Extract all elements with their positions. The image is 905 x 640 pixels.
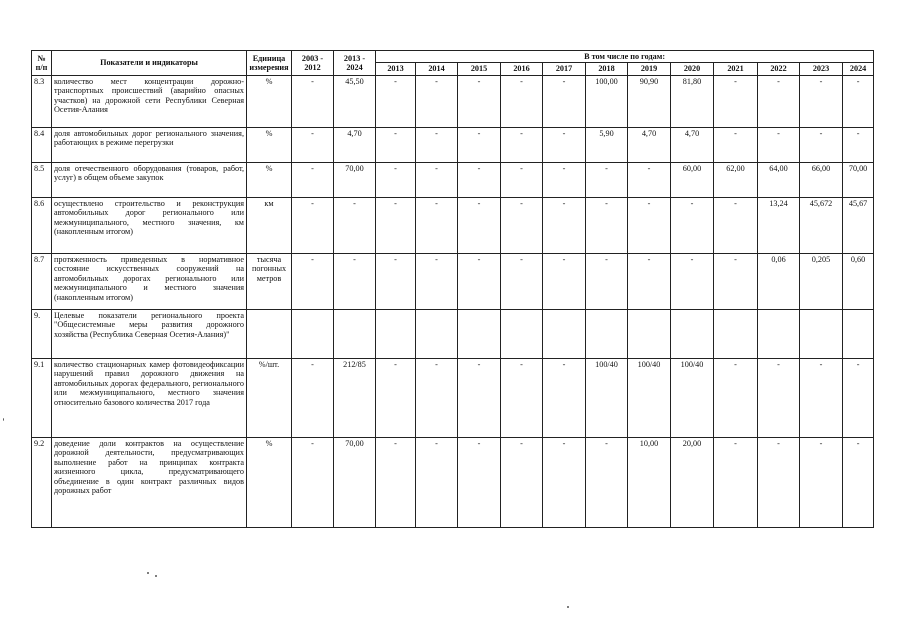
cell-period-2013-2024: 4,70 — [334, 127, 376, 162]
cell-year-2018 — [586, 309, 628, 358]
header-name: Показатели и индикаторы — [52, 51, 247, 76]
cell-num: 9.1 — [32, 358, 52, 437]
header-year-2022: 2022 — [758, 63, 800, 75]
cell-period-2013-2024: - — [334, 253, 376, 309]
header-year-2023: 2023 — [800, 63, 843, 75]
cell-period-2013-2024: 70,00 — [334, 437, 376, 527]
cell-year-2015: - — [458, 253, 501, 309]
header-year-2013: 2013 — [376, 63, 416, 75]
cell-year-2017: - — [543, 253, 586, 309]
header-year-2015: 2015 — [458, 63, 501, 75]
cell-year-2022: - — [758, 75, 800, 127]
cell-year-2021 — [714, 309, 758, 358]
cell-year-2015: - — [458, 127, 501, 162]
cell-year-2020: - — [671, 253, 714, 309]
table-row — [32, 437, 874, 527]
cell-year-2014: - — [416, 75, 458, 127]
cell-year-2017: - — [543, 127, 586, 162]
cell-num: 9. — [32, 309, 52, 358]
cell-year-2023 — [800, 309, 843, 358]
table-row — [32, 197, 874, 253]
cell-year-2016 — [501, 309, 543, 358]
cell-year-2023: 45,672 — [800, 197, 843, 253]
cell-year-2018: - — [586, 197, 628, 253]
cell-year-2022: - — [758, 127, 800, 162]
cell-year-2013: - — [376, 437, 416, 527]
cell-year-2014: - — [416, 127, 458, 162]
cell-year-2013: - — [376, 253, 416, 309]
cell-year-2014: - — [416, 162, 458, 197]
header-year-2024: 2024 — [843, 63, 874, 75]
cell-year-2024: 45,67 — [843, 197, 874, 253]
cell-year-2020: 20,00 — [671, 437, 714, 527]
cell-year-2019: 90,90 — [628, 75, 671, 127]
cell-year-2021: - — [714, 75, 758, 127]
cell-year-2016: - — [501, 437, 543, 527]
header-period-2: 2013 - 2024 — [334, 51, 376, 76]
header-year-2016: 2016 — [501, 63, 543, 75]
cell-year-2013: - — [376, 162, 416, 197]
cell-year-2018: 5,90 — [586, 127, 628, 162]
cell-year-2019: - — [628, 162, 671, 197]
cell-unit: % — [247, 127, 292, 162]
cell-year-2024: - — [843, 127, 874, 162]
header-num: № п/п — [32, 51, 52, 76]
cell-year-2018: 100/40 — [586, 358, 628, 437]
cell-unit: % — [247, 75, 292, 127]
cell-year-2018: 100,00 — [586, 75, 628, 127]
cell-year-2020: 81,80 — [671, 75, 714, 127]
cell-year-2014: - — [416, 197, 458, 253]
cell-year-2021: - — [714, 127, 758, 162]
cell-year-2019: 10,00 — [628, 437, 671, 527]
cell-indicator-name: осуществлено строительство и реконструкция автомобильных дорог регионального или межмуниципального, местного значения, км (накопленным итогом) — [52, 197, 247, 253]
cell-year-2023: - — [800, 437, 843, 527]
cell-year-2013 — [376, 309, 416, 358]
cell-num: 8.7 — [32, 253, 52, 309]
cell-num: 9.2 — [32, 437, 52, 527]
cell-year-2019: - — [628, 253, 671, 309]
header-unit: Единица измерения — [247, 51, 292, 76]
cell-period-2003-2012: - — [292, 162, 334, 197]
cell-year-2024: - — [843, 358, 874, 437]
cell-year-2022: - — [758, 437, 800, 527]
cell-year-2023: 0,205 — [800, 253, 843, 309]
cell-unit: тысяча погонных метров — [247, 253, 292, 309]
cell-indicator-name: количество стационарных камер фотовидеофиксации нарушений правил дорожного движения на автомобильных дорогах федерального, регионального или межмуниципального, местного значения относительно базового количества 2017 года — [52, 358, 247, 437]
table-row — [32, 309, 874, 358]
cell-year-2020: 60,00 — [671, 162, 714, 197]
table-row — [32, 127, 874, 162]
cell-year-2016: - — [501, 253, 543, 309]
cell-year-2014: - — [416, 358, 458, 437]
table-row — [32, 75, 874, 127]
cell-num: 8.6 — [32, 197, 52, 253]
scan-speck — [567, 606, 569, 608]
cell-year-2022: 0,06 — [758, 253, 800, 309]
cell-unit: %/шт. — [247, 358, 292, 437]
cell-year-2017 — [543, 309, 586, 358]
indicators-table — [31, 50, 874, 528]
cell-year-2021: - — [714, 358, 758, 437]
table-row — [32, 358, 874, 437]
cell-year-2019: 4,70 — [628, 127, 671, 162]
cell-year-2023: 66,00 — [800, 162, 843, 197]
cell-unit: % — [247, 162, 292, 197]
header-year-2014: 2014 — [416, 63, 458, 75]
cell-unit — [247, 309, 292, 358]
cell-num: 8.5 — [32, 162, 52, 197]
cell-period-2003-2012: - — [292, 127, 334, 162]
cell-year-2014 — [416, 309, 458, 358]
cell-indicator-name: доля автомобильных дорог регионального значения, работающих в режиме перегрузки — [52, 127, 247, 162]
scan-speck — [147, 572, 149, 574]
cell-year-2024: 0,60 — [843, 253, 874, 309]
cell-year-2022 — [758, 309, 800, 358]
cell-period-2013-2024: 45,50 — [334, 75, 376, 127]
header-year-2020: 2020 — [671, 63, 714, 75]
cell-year-2018: - — [586, 162, 628, 197]
cell-year-2017: - — [543, 162, 586, 197]
cell-period-2013-2024: 212/85 — [334, 358, 376, 437]
cell-year-2019: - — [628, 197, 671, 253]
cell-num: 8.4 — [32, 127, 52, 162]
cell-year-2024: 70,00 — [843, 162, 874, 197]
cell-year-2015 — [458, 309, 501, 358]
cell-indicator-name: Целевые показатели регионального проекта "Общесистемные меры развития дорожного хозяйства (Республика Северная Осетия-Алания)" — [52, 309, 247, 358]
cell-year-2017: - — [543, 358, 586, 437]
cell-year-2020: 4,70 — [671, 127, 714, 162]
header-year-2017: 2017 — [543, 63, 586, 75]
cell-period-2003-2012: - — [292, 197, 334, 253]
cell-year-2019 — [628, 309, 671, 358]
cell-year-2016: - — [501, 127, 543, 162]
cell-period-2003-2012: - — [292, 253, 334, 309]
cell-year-2021: - — [714, 437, 758, 527]
cell-unit: км — [247, 197, 292, 253]
cell-year-2022: 13,24 — [758, 197, 800, 253]
cell-year-2016: - — [501, 197, 543, 253]
cell-year-2018: - — [586, 253, 628, 309]
header-year-2018: 2018 — [586, 63, 628, 75]
cell-year-2015: - — [458, 75, 501, 127]
cell-year-2024 — [843, 309, 874, 358]
cell-year-2017: - — [543, 197, 586, 253]
cell-year-2018: - — [586, 437, 628, 527]
cell-year-2019: 100/40 — [628, 358, 671, 437]
cell-year-2015: - — [458, 162, 501, 197]
header-years-title: В том числе по годам: — [376, 51, 874, 63]
cell-year-2024: - — [843, 437, 874, 527]
cell-year-2017: - — [543, 437, 586, 527]
cell-year-2013: - — [376, 197, 416, 253]
cell-year-2016: - — [501, 358, 543, 437]
cell-year-2015: - — [458, 437, 501, 527]
table-row — [32, 162, 874, 197]
cell-period-2003-2012: - — [292, 75, 334, 127]
cell-year-2020: 100/40 — [671, 358, 714, 437]
cell-year-2020 — [671, 309, 714, 358]
cell-year-2021: - — [714, 253, 758, 309]
cell-period-2003-2012: - — [292, 358, 334, 437]
header-year-2019: 2019 — [628, 63, 671, 75]
cell-period-2003-2012 — [292, 309, 334, 358]
cell-indicator-name: доведение доли контрактов на осуществление дорожной деятельности, предусматривающих выполнение работ на принципах контракта жизненного цикла, предусматривающего объединение в один контракт различных видов дорожных работ — [52, 437, 247, 527]
cell-year-2023: - — [800, 358, 843, 437]
cell-year-2023: - — [800, 127, 843, 162]
cell-year-2022: - — [758, 358, 800, 437]
cell-year-2022: 64,00 — [758, 162, 800, 197]
cell-year-2013: - — [376, 358, 416, 437]
header-year-2021: 2021 — [714, 63, 758, 75]
header-period-1: 2003 - 2012 — [292, 51, 334, 76]
cell-year-2013: - — [376, 127, 416, 162]
cell-year-2015: - — [458, 197, 501, 253]
cell-year-2015: - — [458, 358, 501, 437]
cell-indicator-name: количество мест концентрации дорожно-транспортных происшествий (аварийно опасных участков) на дорожной сети Республики Северная Осетия-Алания — [52, 75, 247, 127]
cell-year-2024: - — [843, 75, 874, 127]
cell-period-2013-2024 — [334, 309, 376, 358]
cell-year-2021: 62,00 — [714, 162, 758, 197]
cell-year-2021: - — [714, 197, 758, 253]
cell-year-2013: - — [376, 75, 416, 127]
cell-year-2016: - — [501, 162, 543, 197]
scan-speck — [3, 418, 4, 421]
cell-year-2016: - — [501, 75, 543, 127]
cell-year-2014: - — [416, 437, 458, 527]
scan-speck — [155, 575, 157, 577]
cell-year-2023: - — [800, 75, 843, 127]
cell-indicator-name: доля отечественного оборудования (товаров, работ, услуг) в общем объеме закупок — [52, 162, 247, 197]
cell-unit: % — [247, 437, 292, 527]
cell-year-2014: - — [416, 253, 458, 309]
cell-period-2013-2024: - — [334, 197, 376, 253]
table-row — [32, 253, 874, 309]
cell-indicator-name: протяженность приведенных в нормативное состояние искусственных сооружений на автомобильных дорогах регионального или межмуниципального и местного значения (накопленным итогом) — [52, 253, 247, 309]
cell-year-2017: - — [543, 75, 586, 127]
cell-year-2020: - — [671, 197, 714, 253]
cell-num: 8.3 — [32, 75, 52, 127]
cell-period-2013-2024: 70,00 — [334, 162, 376, 197]
cell-period-2003-2012: - — [292, 437, 334, 527]
